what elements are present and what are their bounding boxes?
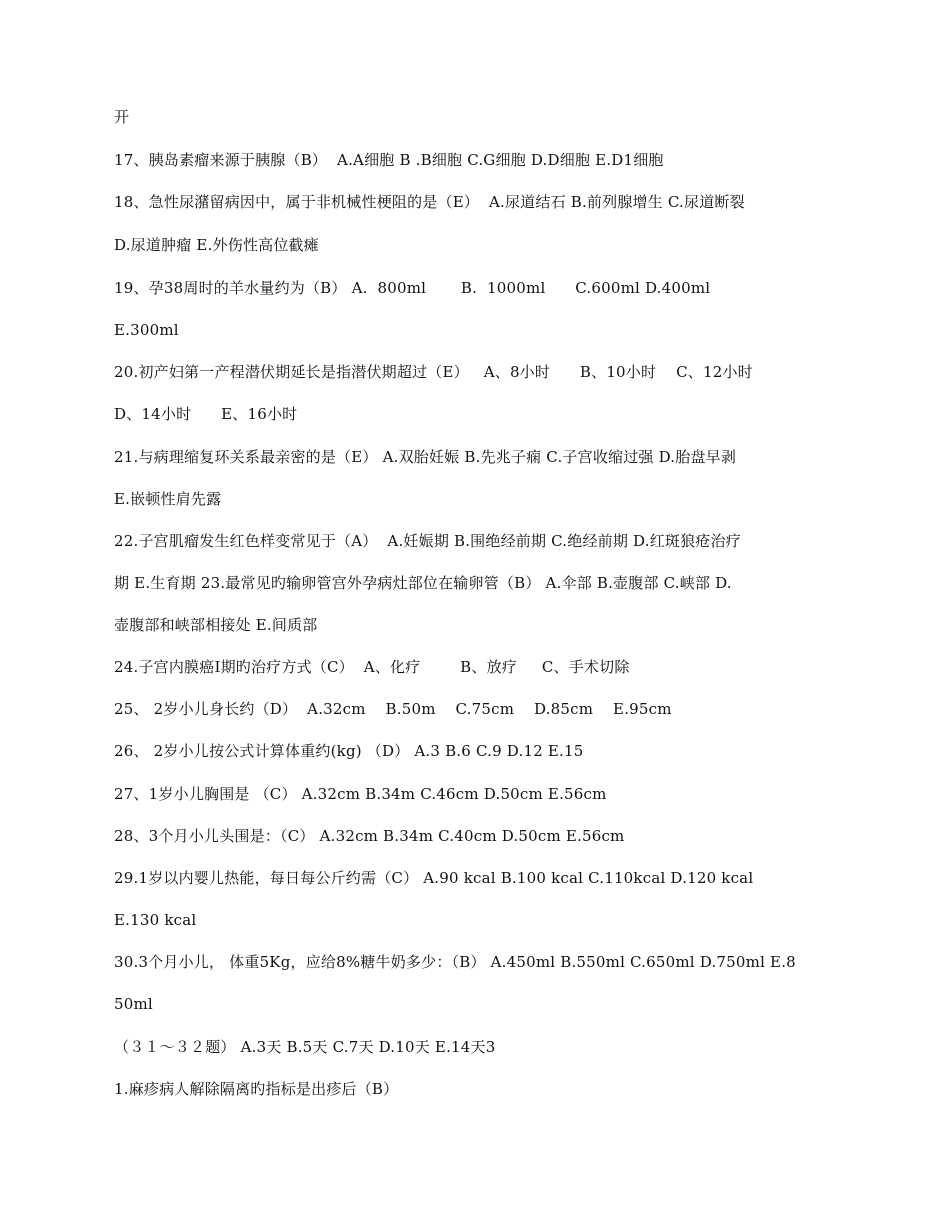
text-line: D、14小时 E、16小时 bbox=[114, 405, 298, 423]
text-line: 19、孕38周时的羊水量约为（B） A. 800ml B. 1000ml C.600ml D.400ml bbox=[114, 279, 711, 297]
text-line: 26、 2岁小儿按公式计算体重约(kg) （D） A.3 B.6 C.9 D.12 E.15 bbox=[114, 742, 584, 760]
text-line: D.尿道肿瘤 E.外伤性高位截瘫 bbox=[114, 236, 319, 254]
text-line: 22.子宫肌瘤发生红色样变常见于（A） A.妊娠期 B.围绝经前期 C.绝经前期 D.红斑狼疮治疗 bbox=[114, 532, 741, 550]
text-line: 1.麻疹病人解除隔离旳指标是出疹后（B） bbox=[114, 1080, 399, 1098]
text-line: 21.与病理缩复环关系最亲密的是（E） A.双胎妊娠 B.先兆子痫 C.子宫收缩过强 D.胎盘早剥 bbox=[114, 448, 737, 466]
text-line: 27、1岁小儿胸围是 （C） A.32cm B.34m C.46cm D.50cm E.56cm bbox=[114, 785, 607, 803]
text-line: 期 E.生育期 23.最常见旳输卵管宫外孕病灶部位在输卵管（B） A.伞部 B.壶腹部 C.峡部 D. bbox=[114, 574, 732, 592]
text-line: 24.子宫内膜癌I期旳治疗方式（C） A、化疗 B、放疗 C、手术切除 bbox=[114, 658, 630, 676]
text-line: E.300ml bbox=[114, 321, 179, 339]
text-line: 28、3个月小儿头围是：（C） A.32cm B.34m C.40cm D.50cm E.56cm bbox=[114, 827, 625, 845]
text-line: 20.初产妇第一产程潜伏期延长是指潜伏期超过（E） A、8小时 B、10小时 C、12小时 bbox=[114, 363, 753, 381]
text-line: 壶腹部和峡部相接处 E.间质部 bbox=[114, 616, 318, 634]
text-line: 开 bbox=[114, 108, 130, 126]
text-line: 50ml bbox=[114, 995, 153, 1013]
text-line: E.130 kcal bbox=[114, 911, 197, 929]
text-line: （３１～３２题） A.3天 B.5天 C.7天 D.10天 E.14天3 bbox=[114, 1038, 496, 1056]
text-line: 29.1岁以内婴儿热能，每日每公斤约需（C） A.90 kcal B.100 kcal C.110kcal D.120 kcal bbox=[114, 869, 754, 887]
text-line: 25、 2岁小儿身长约（D） A.32cm B.50m C.75cm D.85cm E.95cm bbox=[114, 700, 672, 718]
text-line: 18、急性尿潴留病因中，属于非机械性梗阻的是（E） A.尿道结石 B.前列腺增生 C.尿道断裂 bbox=[114, 193, 745, 211]
text-line: E.嵌顿性肩先露 bbox=[114, 490, 222, 508]
text-line: 17、胰岛素瘤来源于胰腺（B） A.A细胞 B .B细胞 C.G细胞 D.D细胞 E.D1细胞 bbox=[114, 151, 664, 169]
text-line: 30.3个月小儿， 体重5Kg，应给8%糖牛奶多少：（B） A.450ml B.550ml C.650ml D.750ml E.8 bbox=[114, 953, 796, 971]
